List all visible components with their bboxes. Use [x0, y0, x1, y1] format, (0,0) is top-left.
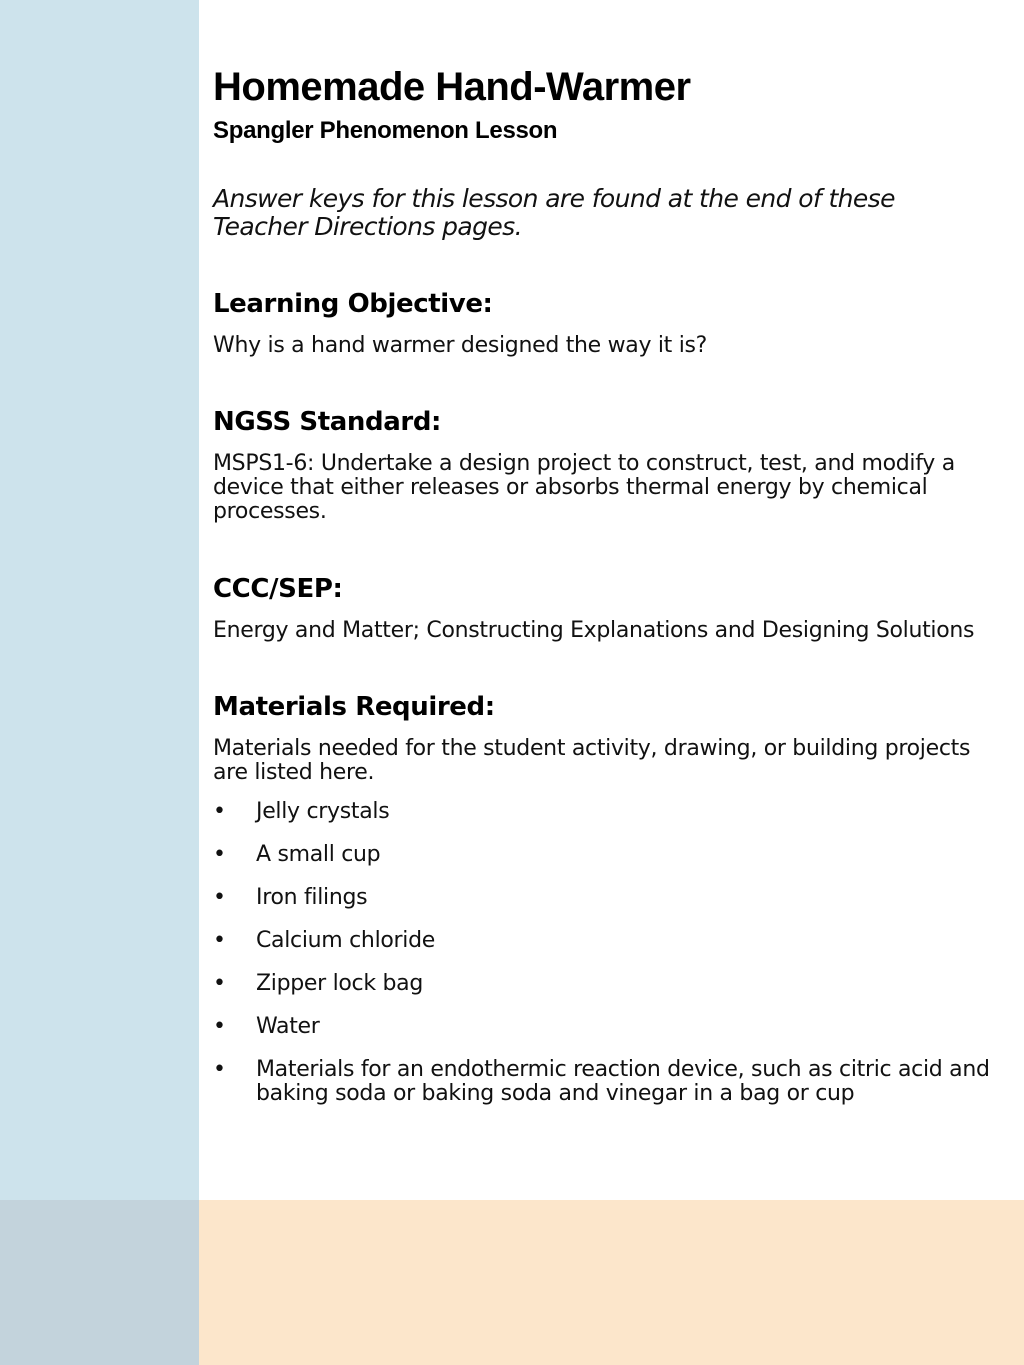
bullet-icon: • — [213, 799, 226, 824]
bullet-icon: • — [213, 971, 226, 996]
page-title: Homemade Hand-Warmer — [213, 65, 691, 109]
left-sidebar-band — [0, 0, 199, 1200]
bullet-icon: • — [213, 928, 226, 953]
section-body: Materials needed for the student activity, drawing, or building projects are listed here. — [213, 736, 971, 785]
list-item-text: Iron filings — [256, 885, 368, 910]
section-body: Energy and Matter; Constructing Explanations and Designing Solutions — [213, 618, 975, 643]
section-heading: Materials Required: — [213, 692, 495, 722]
list-item — [213, 843, 993, 867]
list-item — [213, 1058, 993, 1106]
list-item — [213, 886, 993, 910]
list-item-text: Jelly crystals — [256, 799, 390, 824]
page-content — [213, 62, 993, 1125]
answer-key-note: Answer keys for this lesson are found at the end of these Teacher Directions pages. — [213, 184, 895, 241]
materials-required-section — [213, 691, 993, 1106]
list-item — [213, 800, 993, 824]
bottom-left-corner-band — [0, 1200, 199, 1365]
materials-list — [213, 800, 993, 1106]
list-item-text: A small cup — [256, 842, 381, 867]
bullet-icon: • — [213, 1057, 226, 1082]
list-item-text: Materials for an endothermic reaction device, such as citric acid and baking soda or baking soda and vinegar in a bag or cup — [256, 1057, 990, 1106]
footer-band — [199, 1200, 1024, 1365]
list-item-text: Zipper lock bag — [256, 971, 423, 996]
list-item — [213, 929, 993, 953]
section-body: MSPS1-6: Undertake a design project to construct, test, and modify a device that either releases or absorbs thermal energy by chemical processes. — [213, 451, 955, 524]
list-item-text: Water — [256, 1014, 320, 1039]
section-heading: NGSS Standard: — [213, 407, 442, 437]
section-body: Why is a hand warmer designed the way it is? — [213, 333, 708, 358]
bullet-icon: • — [213, 842, 226, 867]
ccc-sep-section — [213, 573, 993, 643]
page-subtitle: Spangler Phenomenon Lesson — [213, 117, 558, 144]
list-item — [213, 972, 993, 996]
section-heading: CCC/SEP: — [213, 574, 343, 604]
ngss-standard-section — [213, 406, 993, 524]
list-item-text: Calcium chloride — [256, 928, 435, 953]
bullet-icon: • — [213, 1014, 226, 1039]
list-item — [213, 1015, 993, 1039]
section-heading: Learning Objective: — [213, 289, 493, 319]
learning-objective-section — [213, 288, 993, 358]
bullet-icon: • — [213, 885, 226, 910]
